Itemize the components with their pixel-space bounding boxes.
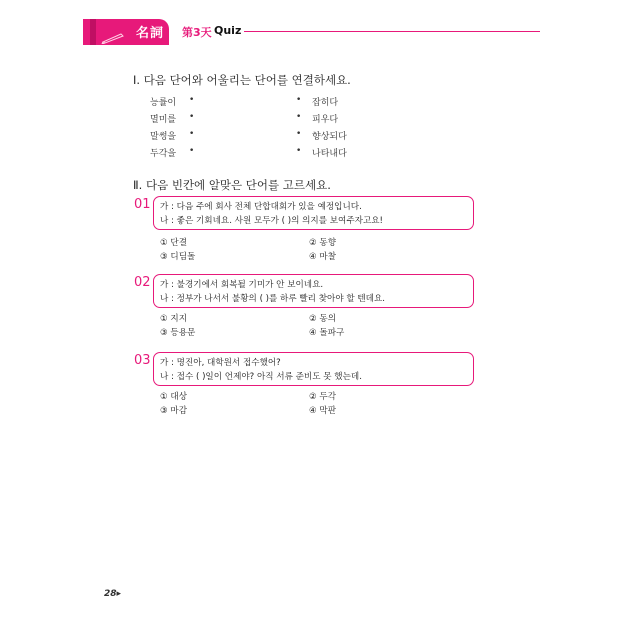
match-dot: • (296, 129, 302, 139)
match-right-word: 잡히다 (312, 98, 339, 108)
question-number: 01 (134, 197, 151, 212)
answer-option[interactable]: ① 단결 (160, 238, 188, 248)
answer-option[interactable]: ② 동향 (309, 238, 337, 248)
match-left-word: 두각을 (150, 149, 177, 159)
answer-option[interactable]: ③ 디딤돌 (160, 252, 196, 262)
match-dot: • (296, 146, 302, 156)
section1-title: Ⅰ. 다음 단어와 어울리는 단어를 연결하세요. (133, 73, 351, 87)
question-number: 02 (134, 275, 151, 290)
dialogue-line: 나 : 좋은 기회네요. 사원 모두가 ( )의 의지를 보여주자고요! (160, 216, 383, 226)
match-right-word: 향상되다 (312, 132, 347, 142)
answer-option[interactable]: ② 두각 (309, 392, 337, 402)
section-label: 名詞 (136, 26, 165, 41)
match-left-word: 능률이 (150, 98, 177, 108)
match-dot: • (189, 146, 195, 156)
match-dot: • (296, 112, 302, 122)
dialogue-line: 나 : 접수 ( )일이 언제야? 아직 서류 준비도 못 했는데. (160, 372, 362, 382)
match-right-word: 피우다 (312, 115, 339, 125)
dialogue-line: 가 : 명진아, 대학원서 접수했어? (160, 358, 281, 368)
match-right-word: 나타내다 (312, 149, 347, 159)
answer-option[interactable]: ② 동의 (309, 314, 337, 324)
section2-title: Ⅱ. 다음 빈칸에 알맞은 단어를 고르세요. (133, 178, 331, 192)
answer-option[interactable]: ④ 막판 (309, 406, 337, 416)
dialogue-line: 가 : 다음 주에 회사 전체 단합대회가 있을 예정입니다. (160, 202, 362, 212)
quiz-label: Quiz (214, 24, 242, 37)
answer-option[interactable]: ④ 돌파구 (309, 328, 345, 338)
dialogue-line: 나 : 정부가 나서서 불황의 ( )를 하루 빨리 찾아야 할 텐데요. (160, 294, 386, 304)
section-tab-accent (90, 19, 96, 45)
match-dot: • (296, 95, 302, 105)
match-left-word: 멸미를 (150, 115, 177, 125)
header-rule (244, 31, 540, 32)
answer-option[interactable]: ③ 등용문 (160, 328, 196, 338)
dialogue-line: 가 : 불경기에서 회복될 기미가 안 보이네요. (160, 280, 324, 290)
match-left-word: 말썽을 (150, 132, 177, 142)
answer-option[interactable]: ③ 마감 (160, 406, 188, 416)
pencil-icon (101, 32, 125, 44)
page-number: 28▸ (104, 589, 122, 599)
answer-option[interactable]: ① 지지 (160, 314, 188, 324)
match-dot: • (189, 95, 195, 105)
question-number: 03 (134, 353, 151, 368)
match-dot: • (189, 112, 195, 122)
answer-option[interactable]: ④ 마찰 (309, 252, 337, 262)
day-label: 第3天 (182, 26, 212, 39)
match-dot: • (189, 129, 195, 139)
answer-option[interactable]: ① 대상 (160, 392, 188, 402)
